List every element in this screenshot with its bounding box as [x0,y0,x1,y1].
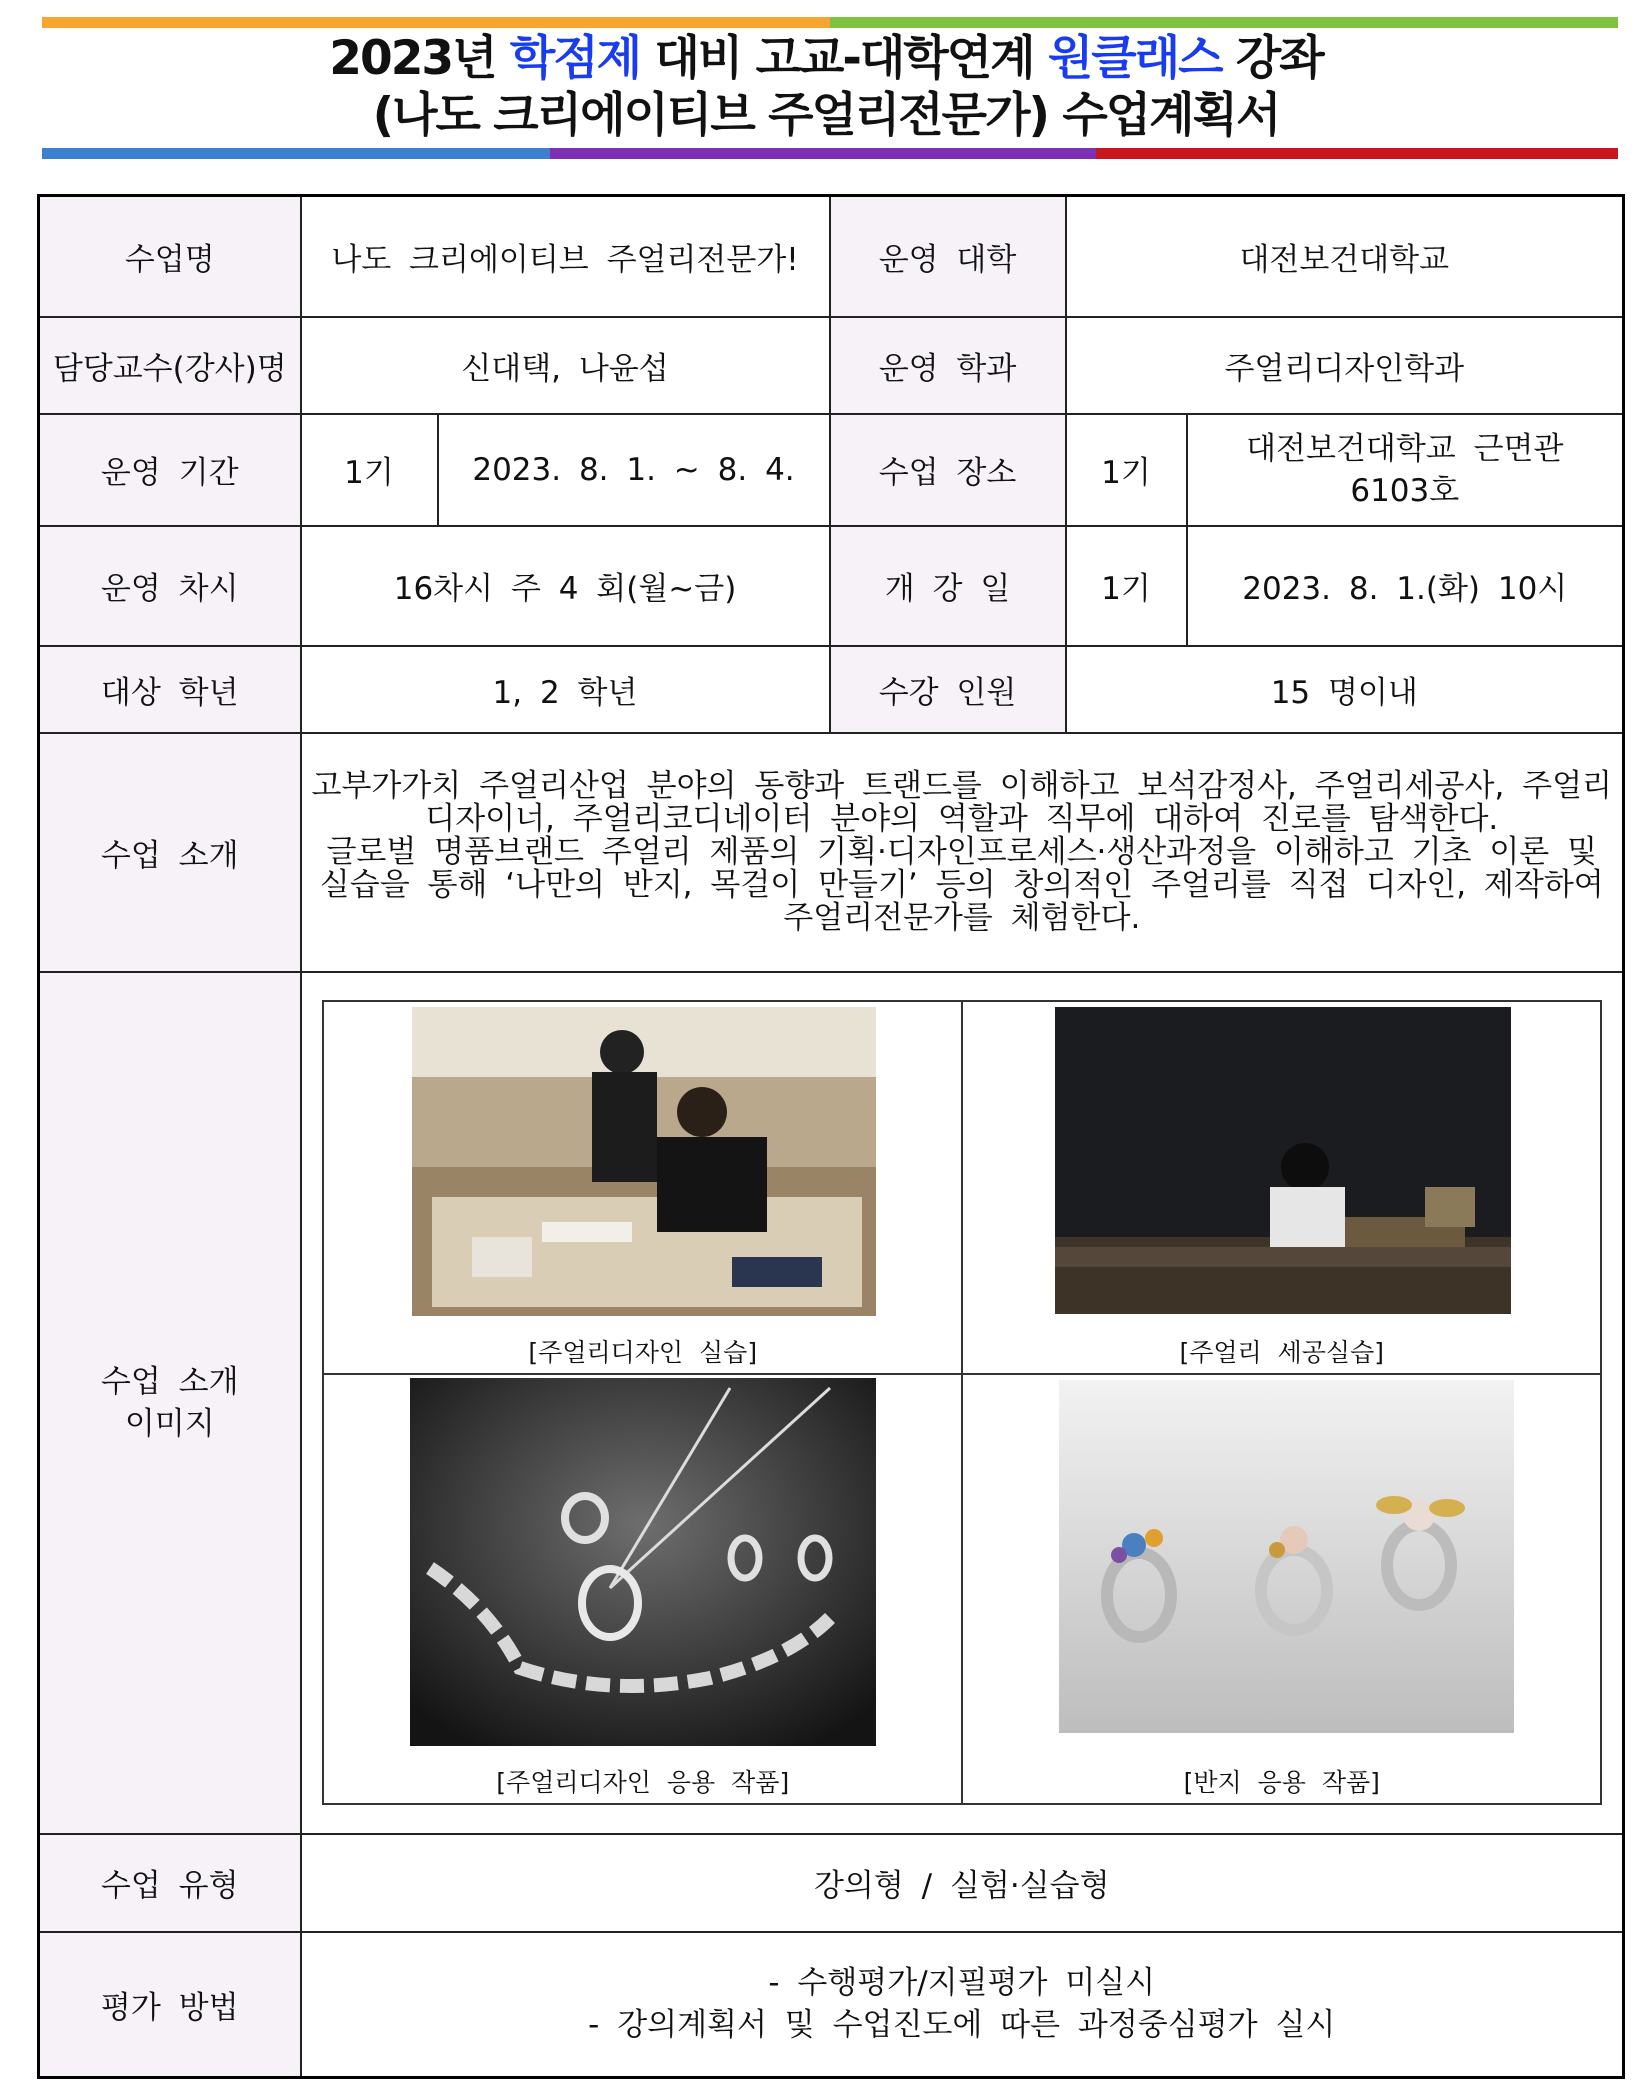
course-plan-table [37,194,1625,2079]
sessions-label: 운영 차시 [39,526,301,646]
class-type-value: 강의형 / 실험·실습형 [301,1834,1624,1932]
title-line-1: 2023년 학점제 대비 고교-대학연계 원클래스 강좌 [329,31,1323,86]
page-title [0,30,1652,144]
images-label-line-2: 이미지 [124,1405,215,1442]
grade-label: 대상 학년 [39,646,301,733]
university-label: 운영 대학 [830,196,1066,317]
image-cell-crafting-practice [962,1001,1601,1374]
evaluation-value [301,1932,1624,2078]
bar-segment-green [830,17,1618,28]
row-period [39,414,1624,526]
row-images [39,972,1624,1834]
row-intro [39,733,1624,972]
row-course-name [39,196,1624,317]
period-label: 운영 기간 [39,414,301,526]
period-term: 1기 [301,414,438,526]
row-professor [39,317,1624,414]
opening-value: 2023. 8. 1.(화) 10시 [1187,526,1624,646]
professor-value: 신대택, 나윤섭 [301,317,830,414]
image-grid [322,1000,1602,1805]
course-name-value: 나도 크리에이티브 주얼리전문가! [301,196,830,317]
class-type-label: 수업 유형 [39,1834,301,1932]
place-line-1: 대전보건대학교 근면관 [1246,430,1564,467]
images-label [39,972,301,1834]
place-line-2: 6103호 [1350,472,1460,509]
opening-label: 개 강 일 [830,526,1066,646]
bar-segment-blue [42,148,550,159]
bar-segment-red [1096,148,1618,159]
top-color-bar [42,17,1618,28]
sessions-value: 16차시 주 4 회(월~금) [301,526,830,646]
intro-text [301,733,1624,972]
caption-ring-works: [반지 응용 작품] [1183,1768,1380,1797]
rings-photo [1059,1380,1514,1733]
intro-paragraph-2: 글로벌 명품브랜드 주얼리 제품의 기획·디자인프로세스·생산과정을 이해하고 기초 이론 및 실습을 통해 ‘나만의 반지, 목걸이 만들기’ 등의 창의적인 주얼리를 직접 디자인, 제작하여 주얼리전문가를 체험한다. [319,833,1604,936]
caption-design-practice: [주얼리디자인 실습] [528,1338,758,1367]
place-label: 수업 장소 [830,414,1066,526]
row-grade [39,646,1624,733]
place-term: 1기 [1066,414,1187,526]
row-sessions [39,526,1624,646]
professor-label: 담당교수(강사)명 [39,317,301,414]
row-evaluation [39,1932,1624,2078]
image-cell-ring-works [962,1374,1601,1804]
caption-crafting-practice: [주얼리 세공실습] [1179,1338,1384,1367]
title-highlight-oneclass: 원클래스 [1047,31,1222,86]
caption-design-works: [주얼리디자인 응용 작품] [496,1768,790,1797]
intro-label: 수업 소개 [39,733,301,972]
classroom-photo [412,1007,876,1316]
department-value: 주얼리디자인학과 [1066,317,1624,414]
period-value: 2023. 8. 1. ~ 8. 4. [438,414,830,526]
course-name-label: 수업명 [39,196,301,317]
bottom-color-bar [42,148,1618,159]
necklace-bracelet-photo [410,1378,876,1746]
images-cell [301,972,1624,1834]
bar-segment-orange [42,17,830,28]
grade-value: 1, 2 학년 [301,646,830,733]
university-value: 대전보건대학교 [1066,196,1624,317]
title-highlight-credit: 학점제 [509,31,641,86]
row-class-type [39,1834,1624,1932]
opening-term: 1기 [1066,526,1187,646]
evaluation-label: 평가 방법 [39,1932,301,2078]
image-cell-design-practice [323,1001,962,1374]
evaluation-item-2: - 강의계획서 및 수업진도에 따른 과정중심평가 실시 [588,2007,1336,2044]
department-label: 운영 학과 [830,317,1066,414]
image-cell-design-works [323,1374,962,1804]
title-line-2: (나도 크리에이티브 주얼리전문가) 수업계획서 [372,88,1280,143]
evaluation-item-1: - 수행평가/지필평가 미실시 [768,1965,1156,2002]
place-value [1187,414,1624,526]
capacity-label: 수강 인원 [830,646,1066,733]
workshop-photo [1055,1007,1511,1314]
bar-segment-purple [550,148,1096,159]
capacity-value: 15 명이내 [1066,646,1624,733]
intro-paragraph-1: 고부가가치 주얼리산업 분야의 동향과 트랜드를 이해하고 보석감정사, 주얼리세공사, 주얼리디자이너, 주얼리코디네이터 분야의 역할과 직무에 대하여 진로를 탐색한다. [311,767,1612,837]
images-label-line-1: 수업 소개 [100,1363,239,1400]
